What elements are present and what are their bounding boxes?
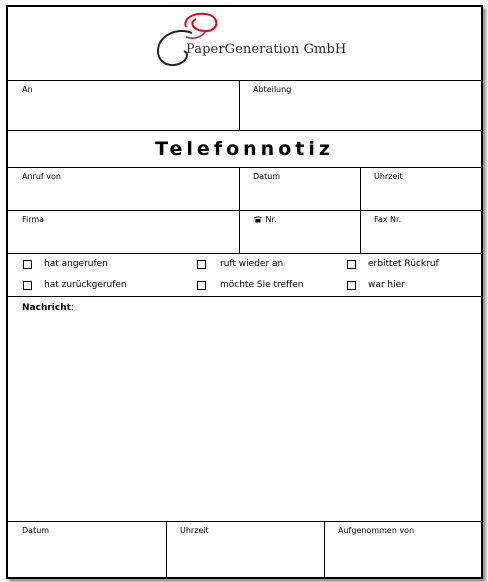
telefonnotiz-form <box>6 5 483 579</box>
field-label-datum: Datum <box>253 172 281 181</box>
divider <box>8 210 481 211</box>
field-label-phone-nr <box>253 215 277 225</box>
field-label-firma: Firma <box>22 215 45 224</box>
company-name: PaperGeneration GmbH <box>186 42 347 57</box>
field-label-an: An <box>22 85 33 94</box>
divider <box>239 167 240 253</box>
checkbox-moechte-treffen[interactable] <box>197 281 206 290</box>
checkbox-war-hier[interactable] <box>347 281 356 290</box>
message-label: Nachricht: <box>22 303 74 313</box>
divider <box>8 80 481 81</box>
divider <box>8 130 481 131</box>
checkbox-label: hat angerufen <box>44 259 108 269</box>
field-label-uhrzeit: Uhrzeit <box>374 172 403 181</box>
divider <box>360 167 361 253</box>
divider <box>8 521 481 522</box>
checkbox-ruft-wieder-an[interactable] <box>197 260 206 269</box>
page-title: Telefonnotiz <box>155 138 334 160</box>
field-label-anruf-von: Anruf von <box>22 172 61 181</box>
checkbox-erbittet-rueckruf[interactable] <box>347 260 356 269</box>
telephone-icon <box>253 215 263 223</box>
field-label-footer-uhrzeit: Uhrzeit <box>180 526 209 535</box>
divider <box>8 296 481 297</box>
checkbox-label: möchte Sie treffen <box>220 280 304 290</box>
field-label-fax: Fax Nr. <box>374 215 402 224</box>
divider <box>8 167 481 168</box>
field-label-footer-datum: Datum <box>22 526 50 535</box>
checkbox-label: hat zurückgerufen <box>44 280 127 290</box>
checkbox-hat-zurueckgerufen[interactable] <box>23 281 32 290</box>
divider <box>239 80 240 130</box>
checkbox-label: erbittet Rückruf <box>368 259 439 269</box>
field-label-abteilung: Abteilung <box>253 85 292 94</box>
checkbox-label: ruft wieder an <box>220 259 284 269</box>
divider <box>166 521 167 577</box>
nr-label: Nr. <box>265 215 277 224</box>
divider <box>324 521 325 577</box>
divider <box>8 253 481 254</box>
checkbox-label: war hier <box>368 280 405 290</box>
checkbox-hat-angerufen[interactable] <box>23 260 32 269</box>
field-label-aufgenommen-von: Aufgenommen von <box>338 526 415 535</box>
